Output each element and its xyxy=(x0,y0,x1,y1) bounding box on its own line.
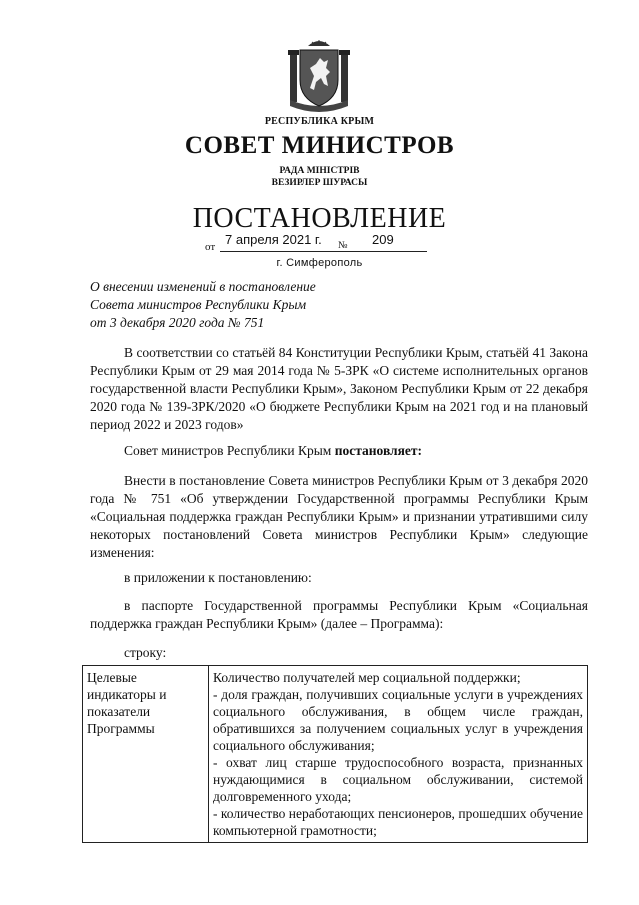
cell-line: - доля граждан, получивших социальные услуги в учреждениях социального обслуживания, в общем числе граждан, обратившихся за получением социальных услуг в учреждения социального обслуживания; xyxy=(213,687,583,753)
subject-line: О внесении изменений в постановление xyxy=(90,279,316,294)
amendment-text: Внести в постановление Совета министров Республики Крым от 3 декабря 2020 года № 751 «Об утверждении Государственной программы Республики Крым «Социальная поддержка граждан Республики Крым» и признании утратившими силу некоторых постановлений Совета министров Республики Крым» следующие изменения: xyxy=(90,473,588,560)
cell-line: индикаторы и xyxy=(87,687,167,702)
republic-heading: РЕСПУБЛИКА КРЫМ xyxy=(264,116,375,127)
table-cell-content xyxy=(209,666,588,843)
amendment-paragraph xyxy=(90,472,588,562)
crimea-coat-of-arms-icon xyxy=(288,40,350,112)
alt-language-headings xyxy=(0,165,639,189)
table-row xyxy=(83,666,588,843)
cell-line: Количество получателей мер социальной поддержки; xyxy=(213,670,521,685)
date-prefix: от xyxy=(205,241,216,253)
resolution-text: Совет министров Республики Крым xyxy=(124,443,335,458)
document-subject xyxy=(90,278,390,332)
council-heading: СОВЕТ МИНИСТРОВ xyxy=(184,132,455,159)
subject-line: от 3 декабря 2020 года № 751 xyxy=(90,315,265,330)
appendix-paragraph xyxy=(90,569,588,587)
passport-text: в паспорте Государственной программы Республики Крым «Социальная поддержка граждан Республики Крым» (далее – Программа): xyxy=(90,598,588,631)
cell-line: Целевые xyxy=(87,670,137,685)
city-label: г. Симферополь xyxy=(276,257,363,269)
cell-line: - количество неработающих пенсионеров, прошедших обучение компьютерной грамотности; xyxy=(213,806,583,838)
vezirler-heading: ВЕЗИРЛЕР ШУРАСЫ xyxy=(271,178,368,188)
date-underline xyxy=(220,251,427,252)
resolution-verb: постановляет: xyxy=(334,443,423,458)
row-paragraph xyxy=(90,644,588,662)
date-number-line xyxy=(205,232,435,254)
preamble-text: В соответствии со статьёй 84 Конституции Республики Крым, статьёй 41 Закона Республики Крым от 29 мая 2014 года № 5-ЗРК «О системе исполнительных органов государственной власти Республики Крым», Законом Республики Крым от 22 декабря 2020 года № 139-ЗРК/2020 «О бюджете Республики Крым на 2021 год и на плановый период 2022 и 2023 годов» xyxy=(90,345,588,432)
row-text: строку: xyxy=(124,645,167,660)
document-type-title: ПОСТАНОВЛЕНИЕ xyxy=(192,203,447,234)
table-cell-label xyxy=(83,666,209,843)
document-date: 7 апреля 2021 г. xyxy=(225,232,322,247)
number-prefix: № xyxy=(338,240,348,251)
indicators-table xyxy=(82,665,588,843)
document-number: 209 xyxy=(372,232,394,247)
cell-line: показатели xyxy=(87,704,151,719)
passport-paragraph xyxy=(90,597,588,633)
cell-line: - охват лиц старше трудоспособного возраста, признанных нуждающимися в социальном обслуживании, системой долговременного ухода; xyxy=(213,755,583,804)
subject-line: Совета министров Республики Крым xyxy=(90,297,307,312)
resolution-paragraph xyxy=(90,442,588,460)
appendix-text: в приложении к постановлению: xyxy=(124,570,312,585)
preamble-paragraph xyxy=(90,344,588,434)
cell-line: Программы xyxy=(87,721,155,736)
rada-heading: РАДА МІНІСТРІВ xyxy=(279,166,360,176)
